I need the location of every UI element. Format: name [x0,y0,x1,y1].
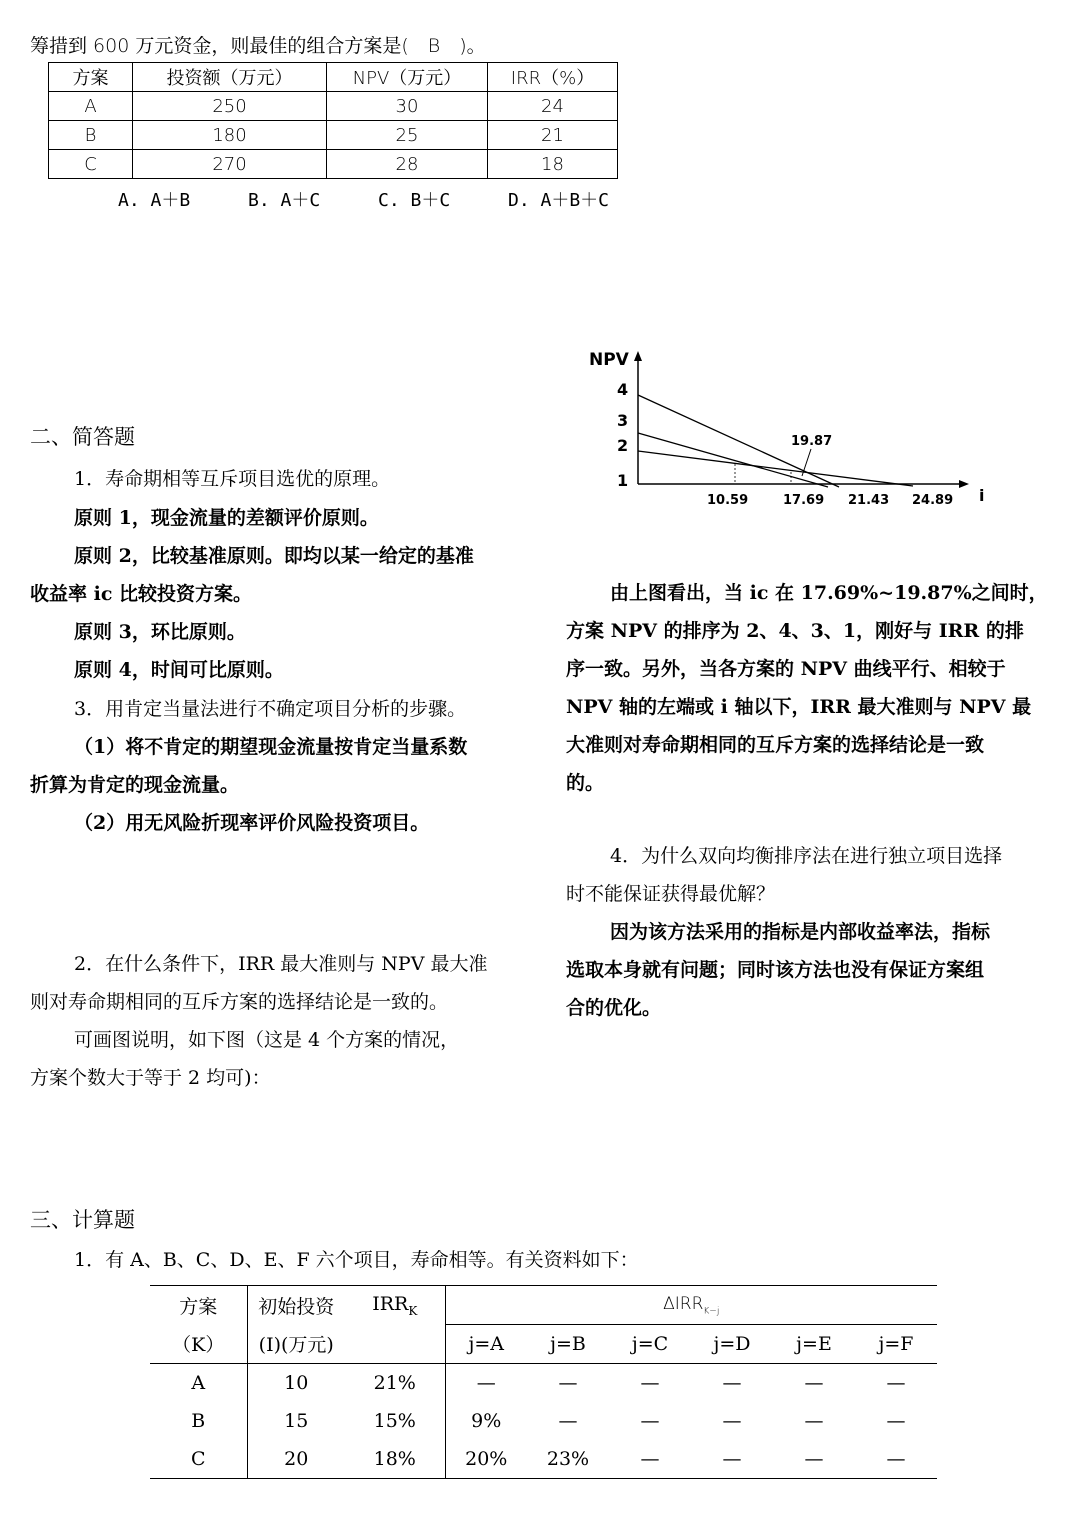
section3-question-1: 1．有 A、B、C、D、E、F 六个项目，寿命相等。有关资料如下： [74,1249,639,1271]
table-cell: — [886,1410,906,1432]
header-j: j=D [691,1325,773,1364]
right-text-4: NPV 轴的左端或 i 轴以下，IRR 最大准则与 NPV 最 [566,696,1032,718]
table-cell: — [722,1410,742,1432]
answer-4b: 选取本身就有问题；同时该方法也没有保证方案组 [566,959,985,981]
section3-title: 三、计算题 [30,1208,135,1232]
table-row [150,1402,937,1440]
table-cell: B [191,1410,206,1432]
x-axis-arrow [959,480,969,488]
header-k: （K） [150,1325,247,1364]
table-cell: C [150,1440,247,1479]
table-cell: 18 [488,150,618,179]
option-a: A. A＋B [118,190,191,211]
table-row [150,1440,937,1479]
section2-title: 二、简答题 [30,425,135,449]
y-axis-arrow [634,351,642,361]
answer-3-step-1a: （1）将不肯定的期望现金流量按肯定当量系数 [74,736,468,758]
answer-1-principle-2a: 原则 2，比较基准原则。即均以某一给定的基准 [74,545,474,567]
table-cell: — [855,1440,937,1479]
table-cell: — [609,1440,691,1479]
table-row [150,1364,937,1403]
question-2b: 则对寿命期相同的互斥方案的选择结论是一致的。 [30,991,449,1013]
question-4b: 时不能保证获得最优解？ [566,883,776,905]
projects-table [150,1285,937,1479]
answer-3-step-1b: 折算为肯定的现金流量。 [30,774,240,796]
table-cell: 250 [133,92,327,121]
x-tick-label: 24.89 [912,493,954,508]
option-b: B. A＋C [248,190,321,211]
table-cell: 24 [488,92,618,121]
table-cell: — [445,1364,527,1403]
header-j: j=C [609,1325,691,1364]
answer-1-principle-2b: 收益率 ic 比较投资方案。 [30,583,253,605]
right-text-2: 方案 NPV 的排序为 2、4、3、1，刚好与 IRR 的排 [566,620,1024,642]
table-header-cell: 方案 [49,63,133,92]
question-3: 3．用肯定当量法进行不确定项目分析的步骤。 [74,698,467,720]
table-cell: 20% [445,1440,527,1479]
x-tick-label: 21.43 [848,493,890,508]
table-cell: A [49,92,133,121]
table-cell: — [722,1372,742,1394]
options-table [48,62,618,179]
question-4a: 4．为什么双向均衡排序法在进行独立项目选择 [610,845,1003,867]
table-cell: — [886,1372,906,1394]
table-cell: — [691,1440,773,1479]
right-text-1: 由上图看出，当 ic 在 17.69%~19.87%之间时， [610,582,1048,604]
x-axis-label: i [979,486,985,505]
table-cell: 270 [133,150,327,179]
table-cell: 10 [247,1364,345,1403]
answer-2a: 可画图说明，如下图（这是 4 个方案的情况， [74,1029,460,1051]
table-cell: 25 [327,121,488,150]
table-cell: 21% [373,1372,416,1394]
table-header-row [49,63,618,92]
header-touzi: 初始投资 [247,1286,345,1325]
answer-1-principle-1: 原则 1，现金流量的差额评价原则。 [74,507,379,529]
table-header-cell: IRR（%） [488,63,618,92]
table-cell: A [191,1372,206,1394]
header-fangan: 方案 [150,1286,247,1325]
question-intro: 筹措到 600 万元资金，则最佳的组合方案是( B )。 [30,35,486,57]
table-cell: 18% [345,1440,445,1479]
table-header-cell: NPV（万元） [327,63,488,92]
right-text-6: 的。 [566,772,605,794]
table-row [49,150,618,179]
answer-3-step-2: （2）用无风险折现率评价风险投资项目。 [74,812,430,834]
y-tick-label: 3 [617,411,629,430]
table-cell: C [49,150,133,179]
question-1: 1．寿命期相等互斥项目选优的原理。 [74,468,391,490]
header-j: j=A [445,1325,527,1364]
y-tick-label: 2 [617,436,629,455]
x-tick-label: 17.69 [783,493,825,508]
header-j: j=B [527,1325,609,1364]
table-header-row [150,1286,937,1325]
table-cell: B [49,121,133,150]
table-cell: 20 [247,1440,345,1479]
y-tick-label: 4 [617,380,629,399]
table-cell: — [558,1372,578,1394]
table-cell: — [773,1440,855,1479]
answer-2b: 方案个数大于等于 2 均可)： [30,1067,271,1089]
header-irr: $IRR_K$ [345,1286,445,1325]
answer-1-principle-4: 原则 4，时间可比原则。 [74,659,284,681]
header-unit: (I)(万元) [247,1325,345,1364]
table-cell: — [640,1372,660,1394]
table-cell: 15 [247,1402,345,1440]
header-j: j=F [855,1325,937,1364]
table-cell: 30 [327,92,488,121]
right-text-3: 序一致。另外，当各方案的 NPV 曲线平行、相较于 [566,658,1006,680]
option-c: C. B＋C [378,190,451,211]
npv-chart [583,345,993,515]
table-cell: — [640,1410,660,1432]
table-cell: — [804,1372,824,1394]
table-cell: — [558,1410,578,1432]
table-header-row [150,1325,937,1364]
table-cell: 15% [373,1410,416,1432]
annotation-label: 19.87 [791,434,833,449]
table-cell: 180 [133,121,327,150]
answer-4c: 合的优化。 [566,997,662,1019]
table-cell: — [804,1410,824,1432]
table-cell: 9% [445,1402,527,1440]
table-header-cell: 投资额（万元） [133,63,327,92]
npv-series-line [638,451,913,486]
y-tick-label: 1 [617,471,629,490]
header-j: j=E [773,1325,855,1364]
table-cell: 28 [327,150,488,179]
answer-options [118,186,609,212]
header-delta-irr: $\Delta IRR_{K-j}$ [445,1286,937,1325]
answer-1-principle-3: 原则 3，环比原则。 [74,621,246,643]
right-text-5: 大准则对寿命期相同的互斥方案的选择结论是一致 [566,734,985,756]
table-cell: 21 [488,121,618,150]
x-tick-label: 10.59 [707,493,749,508]
y-axis-label: NPV [589,350,629,370]
answer-4a: 因为该方法采用的指标是内部收益率法，指标 [610,921,991,943]
header-irr-blank [345,1325,445,1364]
option-d: D. A＋B＋C [508,190,610,211]
question-2a: 2．在什么条件下，IRR 最大准则与 NPV 最大准 [74,953,488,975]
table-cell: 23% [527,1440,609,1479]
table-row [49,121,618,150]
table-row [49,92,618,121]
